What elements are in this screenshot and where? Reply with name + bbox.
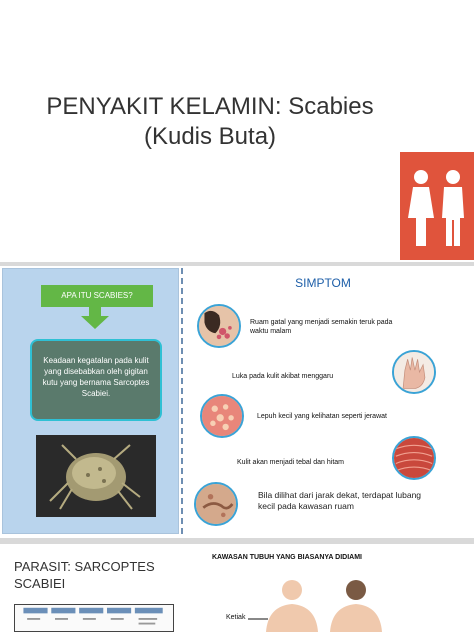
symptom-3: Lepuh kecil yang kelihatan seperti jerawat [257, 413, 387, 420]
symptom-4: Kulit akan menjadi tebal dan hitam [237, 459, 345, 466]
parasit-heading: PARASIT: SARCOPTES SCABIEI [14, 559, 155, 591]
thick-skin-photo [392, 436, 436, 480]
kawasan-heading: KAWASAN TUBUH YANG BIASANYA DIDIAMI [212, 554, 362, 561]
rash-photo [197, 304, 241, 348]
arrow-down-icon [81, 307, 109, 329]
column-divider [181, 268, 183, 534]
body-front-figure [262, 578, 322, 632]
ketiak-label: Ketiak [226, 614, 246, 621]
question-box: APA ITU SCABIES? [41, 285, 153, 307]
burrow-photo [194, 482, 238, 526]
symptom-5: Bila dilihat dari jarak dekat, terdapat lubang kecil pada kawasan ruam [258, 490, 422, 511]
parasite-slide [0, 544, 474, 632]
restroom-icon [404, 168, 470, 248]
body-back-figure [326, 578, 386, 632]
title-slide [0, 0, 474, 262]
mite-photo [36, 435, 156, 517]
title-line-2: (Kudis Buta) [143, 123, 277, 150]
blister-photo [200, 394, 244, 438]
symptom-2: Luka pada kulit akibat menggaru [232, 373, 334, 380]
classification-table [14, 604, 174, 632]
slide-title [20, 92, 400, 152]
title-line-1: PENYAKIT KELAMIN: Scabies [46, 93, 374, 120]
hand-photo [392, 350, 436, 394]
symptom-slide [0, 266, 474, 538]
simptom-heading: SIMPTOM [295, 276, 351, 290]
definition-box: Keadaan kegatalan pada kulit yang disebabkan oleh gigitan kutu yang bernama Sarcoptes Scabiei. [30, 339, 162, 421]
symptom-1: Ruam gatal yang menjadi semakin teruk pada waktu malam [250, 319, 393, 335]
definition-panel [2, 268, 179, 534]
pointer-line [248, 616, 268, 622]
